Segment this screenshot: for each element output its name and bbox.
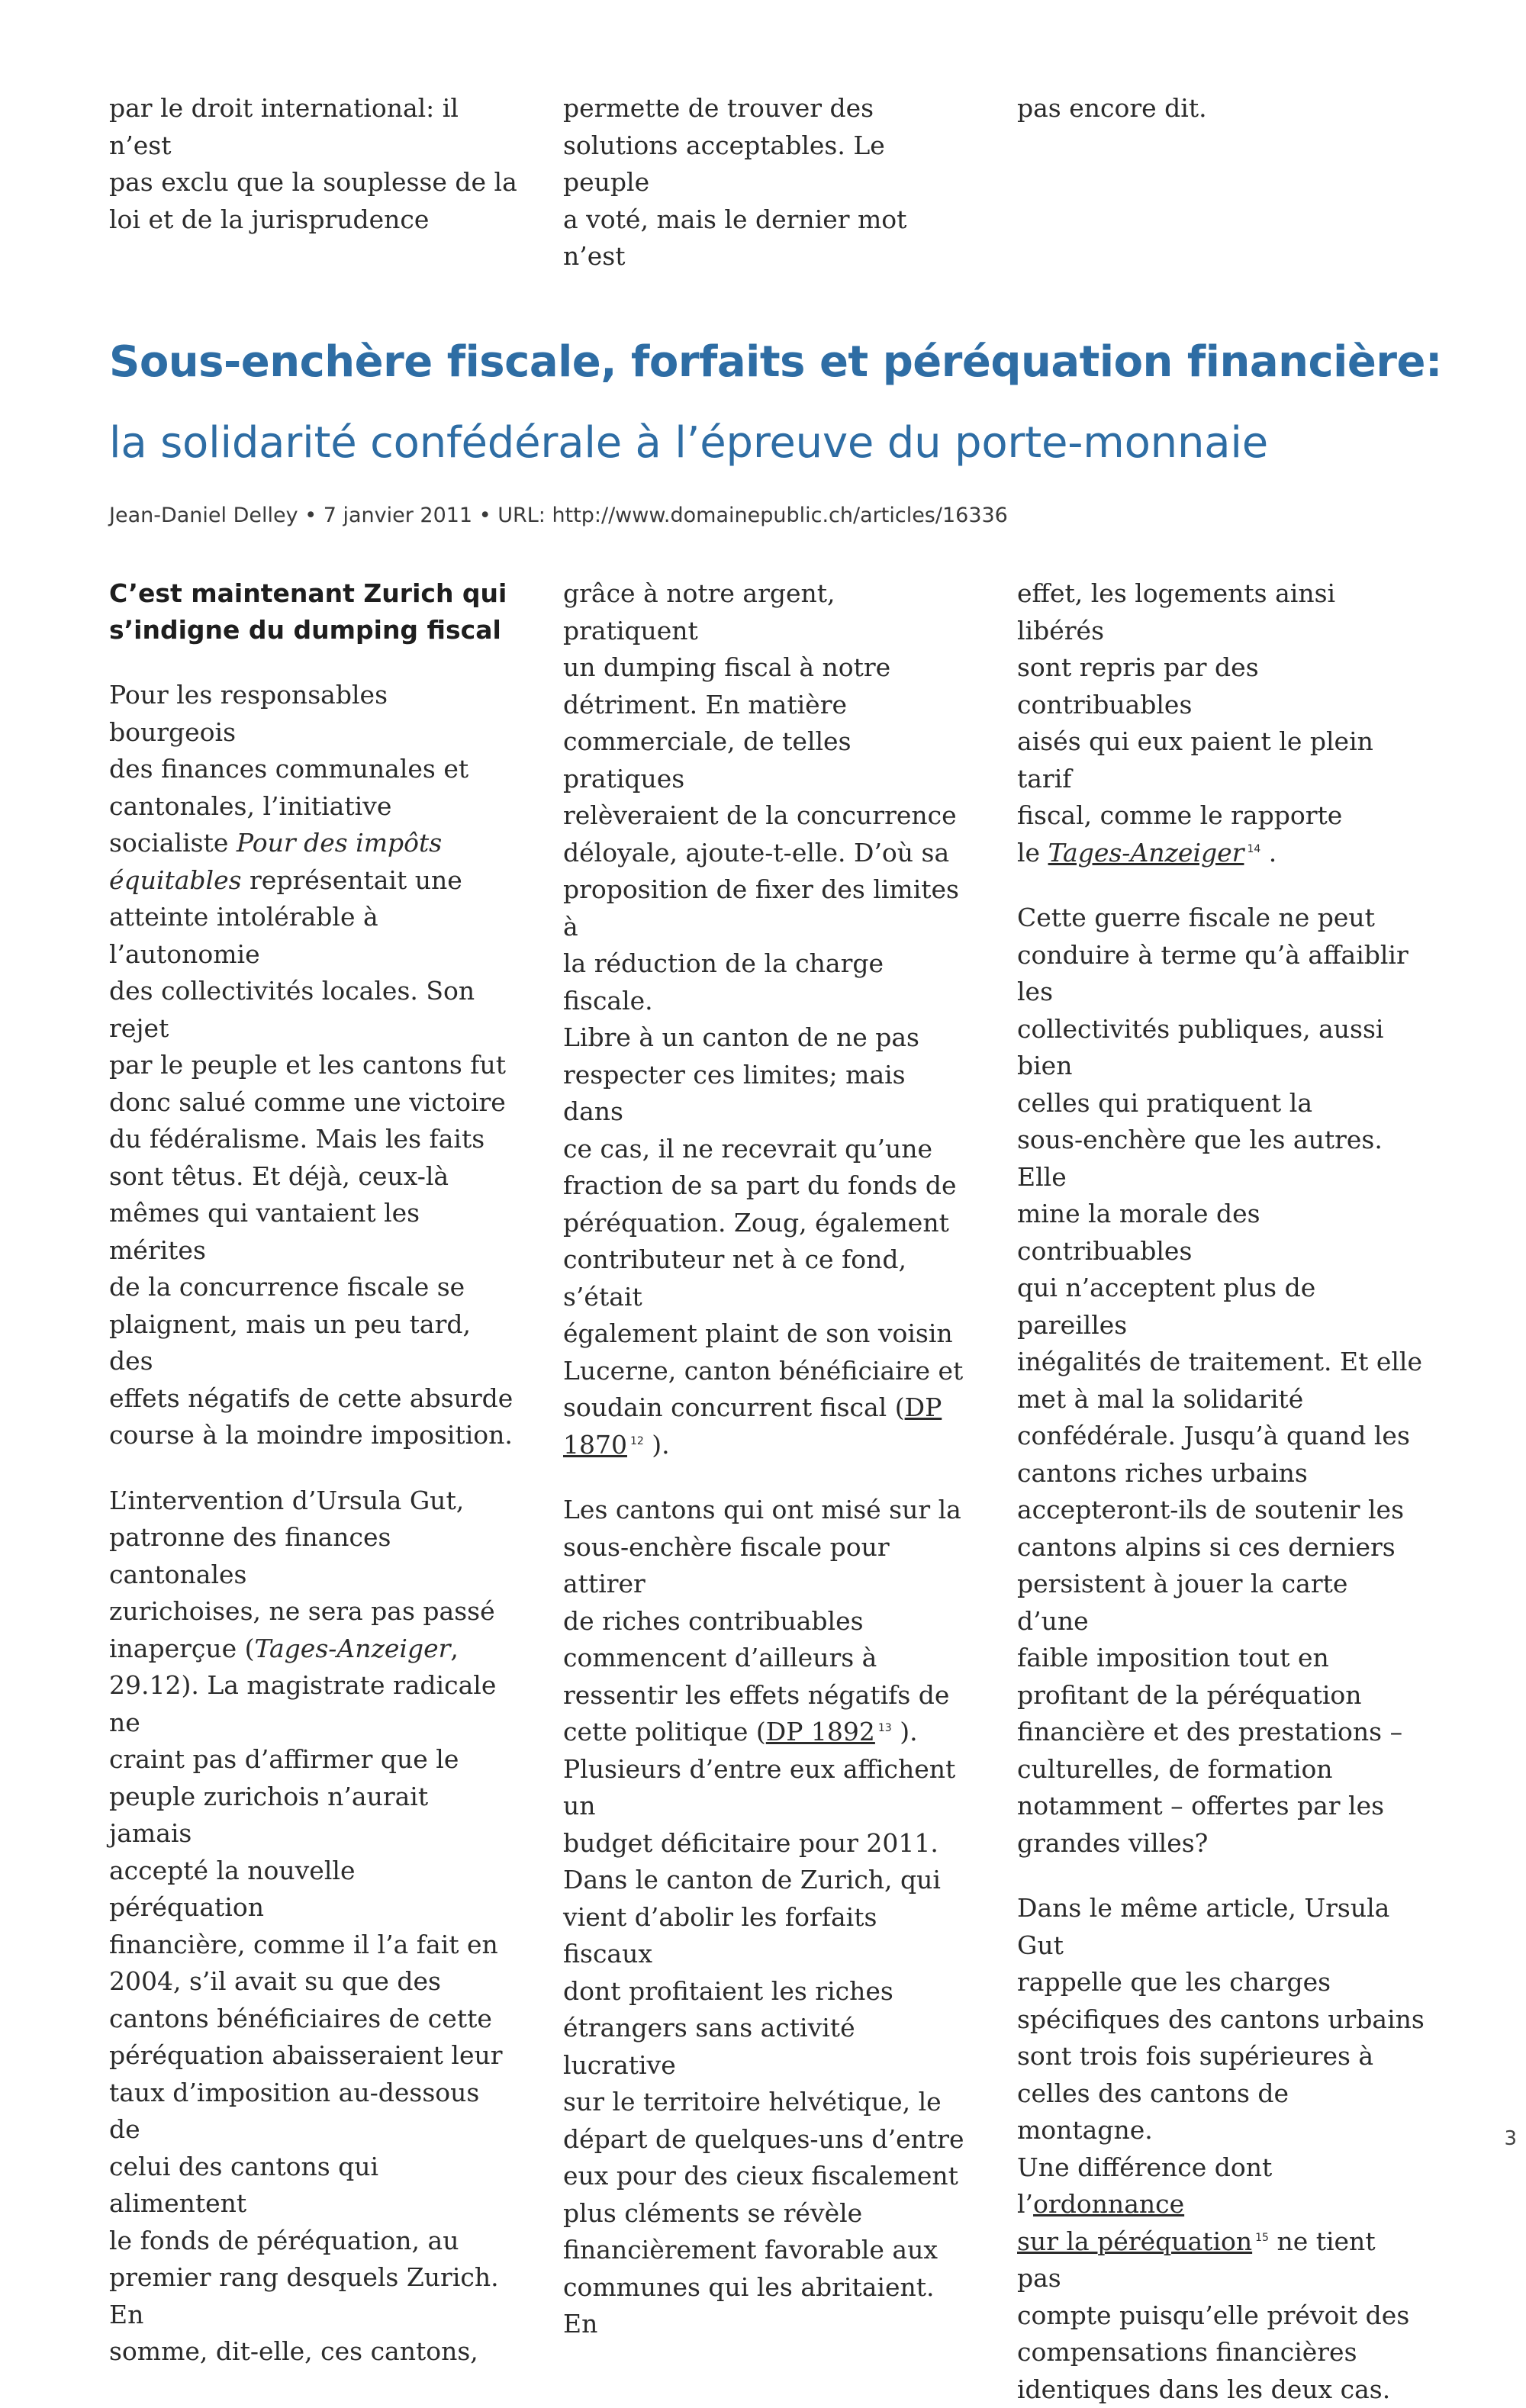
text-run: ). Plusieurs d’entre eux affichent un budget déficitaire pour 2011. Dans le canton de Zurich, qui vient d’abolir les forfaits fiscaux dont profitaient les riches étrangers sans activité lucrative sur le territoire helvétique, le départ de quelques-uns d’entre eux pour des cieux fiscalement plus cléments se révèle financièrement favorable aux communes qui les abritaient. En	[563, 1717, 964, 2339]
footnote-marker: 13	[877, 1722, 892, 1734]
text-run: ne tient pas compte puisqu’elle prévoit des compensations financières identiques dans les deux cas.	[1017, 2226, 1410, 2404]
page-number: 3	[1504, 2127, 1517, 2150]
text-run: L’intervention d’Ursula Gut, patronne des finances cantonales zurichoises, ne sera pas passé inaperçue (	[109, 1485, 495, 1663]
text-run: .	[1260, 837, 1277, 868]
footnote-marker: 14	[1247, 842, 1261, 855]
italic-title: Pour des impôts équitables	[109, 828, 443, 895]
link-dp-1870[interactable]: DP 1870	[563, 1392, 942, 1460]
text-run: effet, les logements ainsi libérés sont repris par des contribuables aisés qui eux paient le plein tarif fiscal, comme le rapporte le	[1017, 578, 1373, 868]
section-heading: C’est maintenant Zurich qui s’indigne du dumping fiscal	[109, 578, 507, 645]
text-run: grâce à notre argent, pratiquent un dumping fiscal à notre détriment. En matière commerciale, de telles pratiques relèveraient de la concurrence déloyale, ajoute-t-elle. D’où sa proposition de fixer des limites à la réduction de la charge fiscale. Libre à un canton de ne pas respecter ces limites; mais dans ce cas, il ne recevrait qu’une fraction de sa part du fonds de péréquation. Zoug, également contributeur net à ce fond, s’était également plaint de son voisin Lucerne, canton bénéficiaire et soudain concurrent fiscal (	[563, 578, 964, 1422]
paragraph	[1017, 1890, 1425, 2408]
previous-article-text: permette de trouver des solutions acceptables. Le peuple a voté, mais le dernier mot n’est	[563, 93, 907, 271]
paragraph	[563, 1492, 971, 2343]
paragraph: Cette guerre fiscale ne peut conduire à terme qu’à affaiblir les collectivités publiques, aussi bien celles qui pratiquent la sous-enchère que les autres. Elle mine la morale des contribuables qui n’acceptent plus de pareilles inégalités de traitement. Et elle met à mal la solidarité confédérale. Jusqu’à quand les cantons riches urbains accepteront-ils de soutenir les cantons alpins si ces derniers persistent à jouer la carte d’une faible imposition tout en profitant de la péréquation financière et des prestations – culturelles, de formation notamment – offertes par les grandes villes?	[1017, 903, 1422, 1858]
article-subtitle: la solidarité confédérale à l’épreuve du porte-monnaie	[109, 418, 1268, 468]
link-tages-anzeiger[interactable]: Tages-Anzeiger	[1048, 837, 1244, 868]
link-dp-1892[interactable]: DP 1892	[765, 1717, 875, 1746]
text-run: Pour les responsables bourgeois des finances communales et cantonales, l’initiative socialiste	[109, 680, 469, 858]
footnote-marker: 15	[1255, 2231, 1269, 2244]
article-title: Sous-enchère fiscale, forfaits et péréquation financière:	[109, 337, 1442, 387]
previous-article-column-1	[109, 90, 517, 238]
article-column-3	[1017, 575, 1425, 2408]
paragraph	[109, 677, 517, 1454]
article-column-2	[563, 575, 971, 2343]
previous-article-text: par le droit international: il n’est pas exclu que la souplesse de la loi et de la jurisprudence	[109, 93, 517, 234]
text-run: Dans le même article, Ursula Gut rappelle que les charges spécifiques des cantons urbains sont trois fois supérieures à celles des cantons de montagne. Une différence dont l’	[1017, 1893, 1425, 2219]
paragraph	[1017, 575, 1425, 871]
text-run: , 29.12). La magistrate radicale ne craint pas d’affirmer que le peuple zurichois n’aurait jamais accepté la nouvelle péréquation financière, comme il l’a fait en 2004, s’il avait su que des cantons bénéficiaires de cette péréquation abaisseraient leur taux d’imposition au-dessous de celui des cantons qui alimentent le fonds de péréquation, au premier rang desquels Zurich. En somme, dit-elle, ces cantons,	[109, 1633, 503, 2366]
paragraph	[563, 575, 971, 1463]
text-run: Les cantons qui ont misé sur la sous-enchère fiscale pour attirer de riches contribuables commencent d’ailleurs à ressentir les effets négatifs de cette politique (	[563, 1495, 961, 1746]
footnote-marker: 12	[629, 1434, 644, 1447]
italic-source: Tages-Anzeiger	[254, 1633, 451, 1663]
text-run: ).	[643, 1429, 670, 1460]
article-column-1	[109, 575, 517, 2371]
text-run: représentait une atteinte intolérable à l’autonomie des collectivités locales. Son rejet par le peuple et les cantons fut donc salué comme une victoire du fédéralisme. Mais les faits sont têtus. Et déjà, ceux-là mêmes qui vantaient les mérites de la concurrence fiscale se plaignent, mais un peu tard, des effets négatifs de cette absurde course à la moindre imposition.	[109, 864, 513, 1450]
article-byline: Jean-Daniel Delley • 7 janvier 2011 • URL: http://www.domainepublic.ch/articles/16336	[109, 504, 1008, 527]
previous-article-column-2	[563, 90, 971, 275]
previous-article-text: pas encore dit.	[1017, 93, 1207, 123]
previous-article-column-3	[1017, 90, 1425, 127]
link-ordonnance-perequation[interactable]: ordonnance sur la péréquation	[1017, 2189, 1253, 2256]
paragraph	[109, 1482, 517, 2371]
